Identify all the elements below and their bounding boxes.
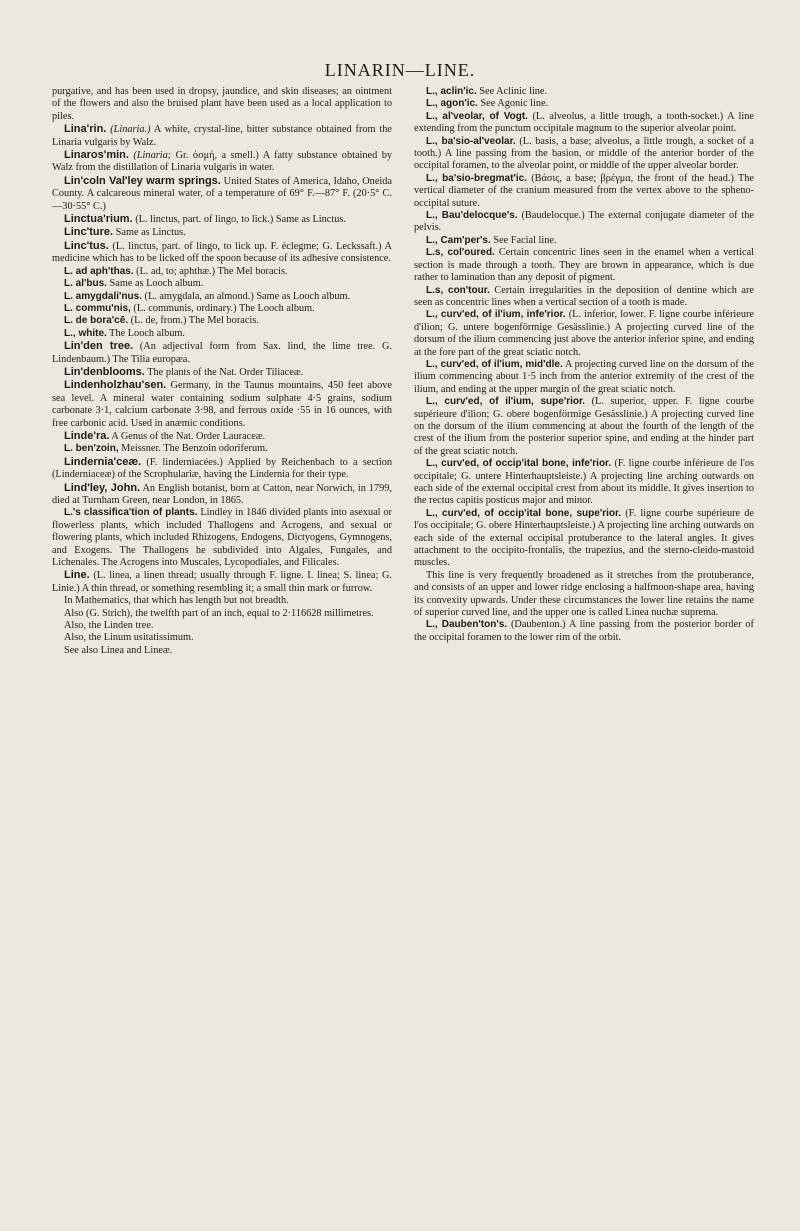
entry-text: Also, the Linum usitatissimum. [64,632,194,644]
dictionary-entry [52,569,392,595]
dictionary-entry [52,315,392,327]
right-column [414,86,754,1196]
entry-text: (L. amygdala, an almond.) Same as Looch album. [141,290,351,302]
entry-headword: Lin'coln Val'ley warm springs. [64,174,221,187]
entry-text: See Aclinic line. [476,86,548,97]
entry-headword: L., curv'ed, of il'ium, infe'rior. [426,309,566,321]
dictionary-entry [414,98,754,110]
entry-text: (L. linctus, part. of lingo, to lick up. F. éclegme; G. Leckssaft.) A medicine which has to be licked off the spoon because of its adhesive consistence. [52,240,392,265]
entry-text: (F. linderniacées.) Applied by Reichenbach to a section (Linderniaceæ) of the Scrophulariæ, having the Lindernia for their type. [52,456,392,481]
entry-text: The Looch album. [106,327,185,339]
dictionary-entry [52,175,392,213]
dictionary-entry [52,149,392,175]
entry-text: See also Linea and Lineæ. [64,644,173,656]
dictionary-entry [52,443,392,455]
entry-text: (L. linea, a linen thread; usually through F. ligne. I. linea; S. linea; G. Linie.) A thin thread, or something resembling it; a small thin mark or furrow. [52,570,392,594]
entry-text: (L. inferior, lower. F. ligne courbe inférieure d'ilion; G. untere bogenförmige Gesässlinie.) A projecting curved line of the dorsum of the ilium commencing just above the anterior inferior spine, and ending at the fore part of the great sciatic notch. [414,309,754,358]
dictionary-entry [52,379,392,430]
entry-headword: Lindenholzhau'sen. [64,379,167,392]
entry-text: United States of America, Idaho, Oneida County. A calcareous mineral water, of a temperature of 69° F.—87° F. (20·5° C.—30·55° C.) [52,175,392,212]
entry-headword: Linctua'rium. [64,213,133,226]
dictionary-entry [52,456,392,482]
entry-text: (F. ligne courbe supérieure de l'os occipitale; G. obere Hinterhauptsleiste.) A projecting line arching outwards on each side of the external occipital protuberance to the lateral angles. It gives attachment to the occipito-frontalis, the trapezius, and the sterno-cleido-mastoid muscles. [414,507,754,569]
dictionary-entry [52,430,392,443]
entry-headword: L., Bau'delocque's. [426,210,518,222]
entry-text: See Agonic line. [477,98,549,110]
entry-text: Certain concentric lines seen in the enamel when a vertical section is made through a tooth. They are brown in appearance, which is due rather to lamination than any deposit of pigment. [414,247,754,284]
entry-headword: L.s, col'oured. [426,247,495,259]
dictionary-entry [52,226,392,239]
entry-text: The plants of the Nat. Order Tiliaceæ. [144,366,304,378]
dictionary-entry [414,285,754,310]
dictionary-entry [52,278,392,290]
dictionary-entry [414,173,754,210]
entry-headword: L. ad aph'thas. [64,265,134,277]
entry-headword: Lin'den tree. [64,340,134,353]
entry-text: Meissner. The Benzoin odoriferum. [118,443,268,455]
entry-headword: Lind'ley, John. [64,481,141,494]
entry-headword: L., al'veolar, of Vogt. [426,110,528,122]
entry-text: Certain irregularities in the deposition of dentine which are seen as concentric lines when a vertical section of a tooth is made. [414,284,754,308]
dictionary-entry [52,340,392,366]
entry-text: Gr. ὀσμή, a smell.) A fatty substance obtained by Walz from the distillation of Linaria vulgaris in water. [52,150,392,174]
dictionary-entry [414,570,754,620]
dictionary-entry [414,396,754,458]
entry-headword: L., curv'ed, of il'ium, supe'rior. [426,396,586,408]
entry-headword: L., curv'ed, of il'ium, mid'dle. [426,358,563,370]
dictionary-entry [414,508,754,570]
entry-headword: L. commu'nis, [64,302,131,314]
dictionary-entry [52,366,392,379]
entry-headword: L., ba'sio-bregmat'ic. [426,172,527,184]
entry-text: Also (G. Strich), the twelfth part of an inch, equal to 2·116628 millimetres. [64,607,374,619]
entry-text: (L. basis, a base; alveolus, a little trough, a socket of a tooth.) A line passing from the basion, or middle of the anterior border of the occipital foramen, to the alveolar point, or middle of the upper alveolar border. [414,135,754,172]
dictionary-entry [414,235,754,247]
entry-headword: L., aclin'ic. [426,86,477,97]
entry-text: A white, crystal-line, bitter substance obtained from the Linaria vulgaris by Walz. [52,124,392,148]
entry-text: See Facial line. [490,234,557,246]
dictionary-entry [52,303,392,315]
entry-headword: L., curv'ed, of occip'ital bone, infe'rior. [426,458,612,470]
entry-text: (L. alveolus, a little trough, a tooth-socket.) A line extending from the punctum occipitale magnum to the superior alveolar point. [414,110,754,135]
entry-headword: L. ben'zoin, [64,443,119,455]
dictionary-entry [52,86,392,123]
dictionary-entry [52,620,392,632]
entry-text: Also, the Linden tree. [64,620,154,632]
entry-headword: Linaros'min. [64,149,129,162]
entry-text: (Βάσις, a base; βρέγμα, the front of the head.) The vertical diameter of the cranium measured from the vertex above to the spheno-occipital suture. [414,172,754,209]
entry-headword: Lina'rin. [64,123,107,136]
entry-text: Same as Linctus. [113,227,186,239]
entry-text: (L. superior, upper. F. ligne courbe supérieure d'ilion; G. obere bogenförmige Gesässlinie.) A projecting curved line on the dorsum of the ilium commencing at about the fourth of the length of the crest of the ilium from the posterior superior spine, and ending at the hinder part of the great sciatic notch. [414,396,754,457]
entry-text: (L. de, from.) The Mel boracis. [128,315,259,327]
entry-headword: Lindernia'ceæ. [64,455,142,468]
dictionary-entry [52,632,392,644]
dictionary-entry [414,309,754,359]
entry-headword: L., Dauben'ton's. [426,619,508,631]
entry-headword: Lin'denblooms. [64,365,145,378]
entry-text: A Genus of the Nat. Order Lauraceæ. [109,430,266,442]
dictionary-entry [52,213,392,226]
entry-headword: L. de bora'cē. [64,315,129,327]
dictionary-entry [52,291,392,303]
entry-headword: L., white. [64,327,107,339]
dictionary-entry [414,111,754,136]
entry-headword: L. al'bus. [64,278,107,290]
entry-headword: L. amygdali'nus. [64,290,142,302]
dictionary-entry [52,645,392,657]
dictionary-entry [414,86,754,98]
entry-text: (L. communis, ordinary.) The Looch album. [130,302,315,314]
dictionary-entry [52,507,392,569]
dictionary-entry [414,247,754,284]
dictionary-entry [52,123,392,149]
dictionary-entry [414,619,754,644]
entry-text: (An adjectival form from Sax. lind, the lime tree. G. Lindenbaum.) The Tilia europæa. [52,341,392,365]
entry-etymology: (Linaria.) [110,124,151,136]
dictionary-entry [414,136,754,173]
entry-headword: L., Cam'per's. [426,234,491,246]
entry-text: Germany, in the Taunus mountains, 450 feet above sea level. A mineral water containing sodium sulphate 4·5 grains, sodium carbonate 3·1, calcium carbonate 3·98, and ferrous oxide ·55 in 16 ounces, with free carbonic acid. Used in anæmic conditions. [52,380,392,429]
entry-text: This line is very frequently broadened as it stretches from the protuberance, and consists of an upper and lower ridge enclosing a halfmoon-shape area, having its convexity upwards. Under these circumstances the lower line retains the name of superior curved line, and the upper one is called Linea nuchæ suprema. [414,569,754,619]
entry-etymology: (Linaria; [133,150,172,162]
entry-text: (Daubenton.) A line passing from the posterior border of the occipital foramen to the lower rim of the orbit. [414,619,754,643]
entry-text: A projecting curved line on the dorsum of the ilium commencing about 1·5 inch from the anterior extremity of the crest of the ilium, and ending at the upper margin of the great sciatic notch. [414,358,754,395]
entry-text: (Baudelocque.) The external conjugate diameter of the pelvis. [414,210,754,234]
dictionary-entry [52,240,392,266]
entry-text: (L. linctus, part. of lingo, to lick.) Same as Linctus. [132,214,346,226]
entry-text: (L. ad, to; aphthæ.) The Mel boracis. [133,265,288,277]
entry-headword: L., agon'ic. [426,98,478,110]
entry-text: Lindley in 1846 divided plants into asexual or flowerless plants, which included Thallogens and Acrogens, and sexual or flowering plants, which included Rhizogens, Endogens, Dictyogens, Gymnogens, and Exogens. The Thallogens he subdivided into Algales, Fungales, and Lichenales. The Acrogens into Muscales, Lycopodiales, and Filicales. [52,507,392,569]
entry-text: purgative, and has been used in dropsy, jaundice, and skin diseases; an ointment of the flowers and also the bruised plant have been used as a local application to piles. [52,86,392,122]
dictionary-entry [414,458,754,508]
dictionary-entry [52,328,392,340]
entry-headword: Line. [64,569,90,582]
left-column [52,86,392,1196]
dictionary-entry [414,210,754,235]
entry-text: An English botanist, born at Catton, near Norwich, in 1799, died at Turnham Green, near London, in 1865. [52,482,392,506]
page-header: LINARIN—LINE. [324,60,476,80]
dictionary-entry [52,608,392,620]
dictionary-entry [52,482,392,508]
entry-headword: Linc'ture. [64,226,114,239]
dictionary-entry [52,595,392,607]
entry-headword: Linde'ra. [64,429,110,442]
entry-headword: L., curv'ed, of occip'ital bone, supe'rior. [426,507,622,519]
dictionary-entry [414,359,754,396]
entry-headword: L.'s classifica'tion of plants. [64,507,198,519]
entry-text: In Mathematics, that which has length but not breadth. [64,595,289,607]
entry-text: (F. ligne courbe inférieure de l'os occipitale; G. untere Hinterhauptsleiste.) A projecting line arching outwards on each side of the external occipital crest from about its middle. It gives insertion to the rectus capitis posticus major and minor. [414,458,754,507]
entry-headword: L., ba'sio-al'veolar. [426,135,516,147]
entry-headword: L.s, con'tour. [426,284,490,296]
dictionary-entry [52,266,392,278]
entry-text: Same as Looch album. [106,278,204,290]
entry-headword: Linc'tus. [64,239,109,252]
